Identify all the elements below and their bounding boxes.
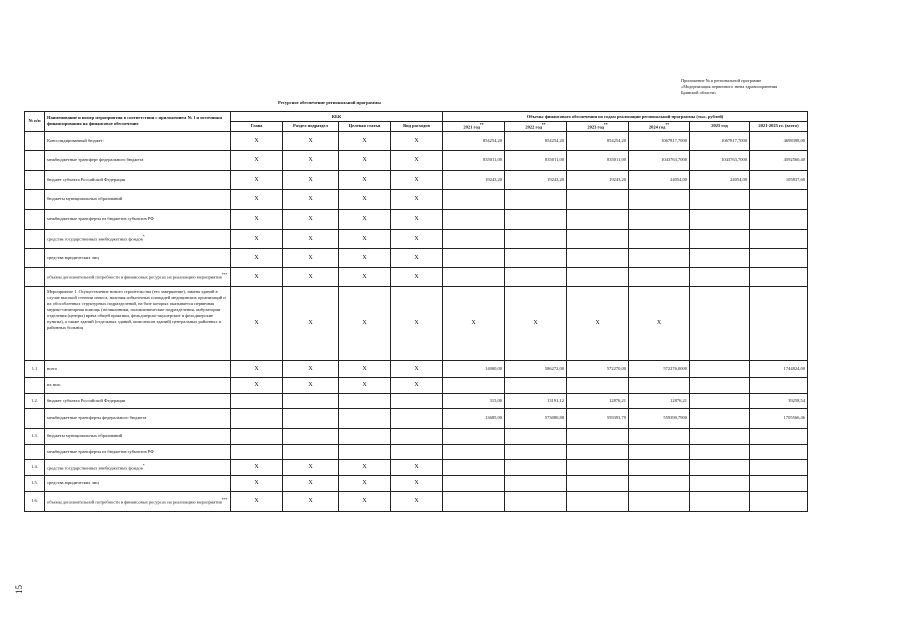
header-year-col-5 (750, 122, 808, 132)
footnote-mark: *** (221, 497, 228, 502)
kbk-cell: X (339, 170, 391, 189)
table-row (25, 286, 808, 360)
kbk-cell (283, 393, 339, 408)
amount-cell: 1043763,7000 (690, 150, 750, 170)
table-row (25, 189, 808, 209)
amount-cell (567, 444, 629, 459)
kbk-cell: X (391, 491, 443, 511)
amount-cell (443, 377, 505, 393)
amount-cell (629, 209, 690, 229)
row-source-text: межбюджетные трансферты федерального бюджета (47, 415, 147, 420)
amount-cell: X (505, 286, 567, 360)
amount-cell (567, 377, 629, 393)
kbk-cell: X (391, 475, 443, 491)
kbk-cell: X (231, 360, 283, 377)
amount-cell: 4698398,00 (750, 131, 808, 150)
kbk-cell (283, 428, 339, 444)
amount-cell (505, 475, 567, 491)
amount-cell (750, 377, 808, 393)
kbk-cell (339, 428, 391, 444)
kbk-cell (231, 428, 283, 444)
amount-cell (567, 248, 629, 267)
amount-cell (629, 444, 690, 459)
kbk-cell (391, 428, 443, 444)
header-name: Наименование и номер мероприятия в соответствии с приложением № 1 и источники финансирования на финансовое обеспечение (45, 112, 231, 132)
header-year-mark: ** (603, 123, 608, 127)
kbk-cell: X (391, 189, 443, 209)
amount-cell (690, 360, 750, 377)
amount-cell (505, 229, 567, 248)
amount-cell: 39258,54 (750, 393, 808, 408)
header-year-col-4 (690, 122, 750, 132)
kbk-cell (283, 408, 339, 428)
amount-cell (567, 475, 629, 491)
table-row (25, 360, 808, 377)
amount-cell (629, 267, 690, 286)
row-source-name (45, 286, 231, 360)
amount-cell (690, 229, 750, 248)
row-source-name (45, 267, 231, 286)
amount-cell (690, 444, 750, 459)
amount-cell (505, 189, 567, 209)
row-number (25, 170, 45, 189)
kbk-cell: X (283, 377, 339, 393)
kbk-cell: X (339, 229, 391, 248)
row-source-text: объемы дополнительной потребности в финансовых ресурсах на реализацию мероприятия (47, 499, 222, 505)
table-row (25, 150, 808, 170)
amount-cell: 24054,00 (690, 170, 750, 189)
kbk-cell: X (283, 131, 339, 150)
row-source-text: межбюджетные трансферты из бюджетов субъектов РФ (47, 216, 154, 221)
amount-cell (690, 428, 750, 444)
amount-cell: 572270,00 (567, 360, 629, 377)
amount-cell (750, 444, 808, 459)
amount-cell: 19243,20 (567, 170, 629, 189)
header-kbk-col-0: Глава (231, 122, 283, 132)
amount-cell (750, 229, 808, 248)
amount-cell (690, 189, 750, 209)
header-year-col-0 (443, 122, 505, 132)
amount-cell (505, 444, 567, 459)
kbk-cell (339, 393, 391, 408)
amount-cell: 1744824,00 (750, 360, 808, 377)
row-number (25, 267, 45, 286)
amount-cell (443, 189, 505, 209)
kbk-cell: X (339, 286, 391, 360)
table-row (25, 209, 808, 229)
amount-cell (629, 377, 690, 393)
table-row (25, 170, 808, 189)
table-row (25, 377, 808, 393)
row-source-name (45, 189, 231, 209)
amount-cell (629, 189, 690, 209)
kbk-cell: X (339, 491, 391, 511)
amount-cell (690, 408, 750, 428)
amount-cell (443, 248, 505, 267)
amount-cell (690, 248, 750, 267)
header-num: № п/п (25, 112, 45, 132)
kbk-cell: X (391, 267, 443, 286)
row-number (25, 444, 45, 459)
amount-cell: 854254,20 (443, 131, 505, 150)
amount-cell: 13191,12 (505, 393, 567, 408)
amount-cell (567, 428, 629, 444)
row-source-text: объемы дополнительной потребности в финансовых ресурсах на реализацию мероприятия (47, 274, 222, 280)
table-row (25, 131, 808, 150)
kbk-cell: X (339, 475, 391, 491)
amount-cell (443, 475, 505, 491)
kbk-cell: X (231, 209, 283, 229)
amount-cell (750, 459, 808, 475)
kbk-cell: X (339, 131, 391, 150)
kbk-cell: X (339, 377, 391, 393)
row-source-name (45, 428, 231, 444)
row-number: 1.4. (25, 459, 45, 475)
header-year-col-1 (505, 122, 567, 132)
kbk-cell: X (231, 189, 283, 209)
row-source-name (45, 131, 231, 150)
row-source-text: межбюджетные трансферты из бюджетов субъектов РФ (47, 448, 154, 454)
amount-cell (750, 286, 808, 360)
table-row (25, 408, 808, 428)
amount-cell (629, 248, 690, 267)
amount-cell (567, 209, 629, 229)
table-caption: Ресурсное обеспечение региональной программы (278, 100, 381, 105)
header-year-mark: ** (541, 123, 546, 127)
amount-cell: 572276,0000 (629, 360, 690, 377)
amount-cell (629, 229, 690, 248)
row-source-name (45, 444, 231, 459)
amount-cell: 559393,79 (567, 408, 629, 428)
amount-cell: 835011,00 (505, 150, 567, 170)
amount-cell (443, 209, 505, 229)
row-source-name (45, 209, 231, 229)
kbk-cell (283, 444, 339, 459)
row-number: 1.2. (25, 393, 45, 408)
header-year-label: 2025 год (711, 123, 728, 129)
kbk-cell: X (231, 267, 283, 286)
row-number: 1.5. (25, 475, 45, 491)
kbk-cell: X (231, 150, 283, 170)
row-source-name (45, 408, 231, 428)
amount-cell (505, 491, 567, 511)
amount-cell (690, 286, 750, 360)
amount-cell (443, 491, 505, 511)
table-row (25, 444, 808, 459)
kbk-cell: X (339, 459, 391, 475)
kbk-cell: X (231, 229, 283, 248)
amount-cell (567, 491, 629, 511)
amount-cell (505, 248, 567, 267)
footnote-mark: * (142, 463, 145, 468)
amount-cell (750, 475, 808, 491)
amount-cell: 835011,00 (443, 150, 505, 170)
header-year-label: 2022 год (525, 124, 542, 130)
kbk-cell: X (339, 267, 391, 286)
kbk-cell (339, 408, 391, 428)
amount-cell (505, 428, 567, 444)
amount-cell (443, 444, 505, 459)
amount-cell (750, 248, 808, 267)
row-number (25, 209, 45, 229)
kbk-cell: X (339, 150, 391, 170)
kbk-cell (391, 408, 443, 428)
amount-cell (629, 428, 690, 444)
appendix-note (681, 78, 831, 96)
amount-cell (690, 377, 750, 393)
kbk-cell: X (391, 459, 443, 475)
row-source-text: Консолидированный бюджет: (47, 137, 104, 143)
kbk-cell: X (283, 248, 339, 267)
header-kbk: КБК (231, 112, 443, 122)
row-source-name (45, 150, 231, 170)
row-source-text: средства юридических лиц (47, 480, 99, 485)
row-number: 1.6. (25, 491, 45, 511)
kbk-cell: X (283, 170, 339, 189)
amount-cell (690, 459, 750, 475)
table-row (25, 393, 808, 408)
kbk-cell: X (283, 286, 339, 360)
row-source-name (45, 491, 231, 511)
kbk-cell: X (339, 360, 391, 377)
page-number: 15 (14, 585, 24, 594)
kbk-cell: X (283, 150, 339, 170)
row-number (25, 229, 45, 248)
amount-cell: 586272,00 (505, 360, 567, 377)
row-source-text: их них: (47, 382, 62, 387)
amount-cell (690, 209, 750, 229)
amount-cell: 573080,88 (505, 408, 567, 428)
header-year-mark: ** (479, 123, 484, 127)
kbk-cell: X (231, 248, 283, 267)
appendix-line-3: Брянской области» (681, 90, 717, 95)
kbk-cell: X (283, 360, 339, 377)
amount-cell (567, 459, 629, 475)
amount-cell (567, 229, 629, 248)
row-source-name (45, 475, 231, 491)
row-source-text: бюджет субъекта Российской Федерации (47, 397, 126, 403)
table-row (25, 475, 808, 491)
row-source-name (45, 377, 231, 393)
kbk-cell: X (283, 229, 339, 248)
row-source-name (45, 459, 231, 475)
amount-cell: 12876,21 (567, 393, 629, 408)
amount-cell: 105837,60 (750, 170, 808, 189)
row-source-name (45, 393, 231, 408)
amount-cell (629, 459, 690, 475)
table-row (25, 428, 808, 444)
row-number: 1.3. (25, 428, 45, 444)
footnote-mark: * (142, 235, 145, 240)
amount-cell (443, 229, 505, 248)
amount-cell: 315,00 (443, 393, 505, 408)
appendix-line-2: «Модернизация первичного звена здравоохранения (681, 84, 778, 89)
row-number (25, 286, 45, 360)
kbk-cell: X (283, 491, 339, 511)
amount-cell (750, 267, 808, 286)
kbk-cell (339, 444, 391, 459)
row-source-text: межбюджетные трансферт федерального бюджета (47, 157, 144, 162)
amount-cell: X (567, 286, 629, 360)
header-year-mark: ** (665, 123, 670, 127)
amount-cell (505, 209, 567, 229)
amount-cell (567, 189, 629, 209)
amount-cell (505, 377, 567, 393)
amount-cell: 1067817,7000 (629, 131, 690, 150)
kbk-cell: X (231, 286, 283, 360)
amount-cell (750, 491, 808, 511)
table-row (25, 459, 808, 475)
kbk-cell (231, 444, 283, 459)
kbk-cell: X (391, 286, 443, 360)
kbk-cell: X (391, 377, 443, 393)
header-year-label: 2021-2025 гг. (всего) (758, 123, 799, 129)
header-year-label: 2023 год (587, 124, 604, 130)
amount-cell (505, 267, 567, 286)
amount-cell (690, 393, 750, 408)
table-row (25, 491, 808, 511)
row-source-text: бюджеты муниципальных образований (47, 433, 123, 438)
amount-cell (750, 189, 808, 209)
row-source-text: бюджет субъекта Российской Федерации (47, 176, 126, 182)
row-source-text: всего (47, 365, 58, 371)
kbk-cell: X (231, 459, 283, 475)
amount-cell: 854254,20 (505, 131, 567, 150)
amount-cell: 854254,20 (567, 131, 629, 150)
amount-cell (690, 267, 750, 286)
amount-cell (567, 267, 629, 286)
amount-cell (690, 475, 750, 491)
header-kbk-col-2: Целевая статья (339, 122, 391, 132)
amount-cell (443, 459, 505, 475)
row-number: 1.1 (25, 360, 45, 377)
kbk-cell: X (283, 267, 339, 286)
amount-cell (443, 428, 505, 444)
header-kbk-col-1: Раздел подраздел (283, 122, 339, 132)
amount-cell: 1705566,46 (750, 408, 808, 428)
kbk-cell: X (391, 131, 443, 150)
kbk-cell: X (391, 170, 443, 189)
kbk-cell: X (231, 377, 283, 393)
kbk-cell: X (283, 189, 339, 209)
kbk-cell: X (391, 360, 443, 377)
row-number (25, 408, 45, 428)
kbk-cell: X (391, 248, 443, 267)
kbk-cell (231, 408, 283, 428)
row-number (25, 150, 45, 170)
amount-cell: 559399,7900 (629, 408, 690, 428)
amount-cell: 24054,00 (629, 170, 690, 189)
header-kbk-col-3: Вид расходов (391, 122, 443, 132)
row-source-name (45, 229, 231, 248)
amount-cell: 14000,00 (443, 360, 505, 377)
kbk-cell: X (283, 209, 339, 229)
amount-cell (629, 475, 690, 491)
table-body (25, 131, 808, 511)
row-source-name (45, 248, 231, 267)
resource-table (24, 111, 808, 512)
row-number (25, 248, 45, 267)
amount-cell (750, 428, 808, 444)
amount-cell (629, 491, 690, 511)
kbk-cell: X (231, 491, 283, 511)
amount-cell: 13685,00 (443, 408, 505, 428)
footnote-mark: *** (221, 273, 228, 278)
kbk-cell (231, 393, 283, 408)
row-source-text: Мероприятие 1. Осуществление нового строительства (его завершение), замена зданий в случае высокой степени износа, наличия избыточных площадей медицинских организаций и их обособленных структурных подразделений, на базе которых оказывается первичная медико-санитарная помощь (поликлиники, поликлинические подразделения, амбулатории отделения (центры) врача общей практики, фельдшерско-акушерские и фельдшерские пункты), а также зданий (отдельных зданий, комплексов зданий) центральных районных и районных больниц (47, 288, 226, 330)
kbk-cell: X (339, 209, 391, 229)
amount-cell: 19243,20 (505, 170, 567, 189)
kbk-cell: X (339, 248, 391, 267)
kbk-cell (391, 444, 443, 459)
kbk-cell: X (231, 131, 283, 150)
table-row (25, 229, 808, 248)
amount-cell (750, 209, 808, 229)
header-year-col-2 (567, 122, 629, 132)
row-source-name (45, 360, 231, 377)
row-number (25, 131, 45, 150)
kbk-cell: X (391, 229, 443, 248)
amount-cell: 1043763,7000 (629, 150, 690, 170)
kbk-cell: X (391, 209, 443, 229)
header-year-label: 2024 год (648, 124, 666, 130)
amount-cell: 1067817,7000 (690, 131, 750, 150)
amount-cell: 4592560,40 (750, 150, 808, 170)
row-source-text: средства юридических лиц (47, 254, 99, 260)
row-source-text: средства государственных внебюджетных фондов (47, 236, 143, 242)
kbk-cell: X (231, 170, 283, 189)
amount-cell: 12876,21 (629, 393, 690, 408)
amount-cell (690, 491, 750, 511)
table-row (25, 267, 808, 286)
amount-cell: 19243,20 (443, 170, 505, 189)
amount-cell (505, 459, 567, 475)
kbk-cell: X (339, 189, 391, 209)
amount-cell: X (443, 286, 505, 360)
row-number (25, 189, 45, 209)
row-source-text: средства государственных внебюджетных фондов (47, 465, 143, 471)
amount-cell: X (629, 286, 690, 360)
row-number (25, 377, 45, 393)
kbk-cell: X (283, 475, 339, 491)
row-source-text: бюджеты муниципальных образований (47, 196, 123, 201)
table-row (25, 248, 808, 267)
amount-cell (443, 267, 505, 286)
kbk-cell: X (391, 150, 443, 170)
header-year-col-3 (629, 122, 690, 132)
row-source-name (45, 170, 231, 189)
kbk-cell (391, 393, 443, 408)
kbk-cell: X (231, 475, 283, 491)
appendix-line-1: Приложение № к региональной программе (681, 78, 762, 83)
header-year-label: 2021 год (463, 124, 480, 130)
amount-cell: 835011,00 (567, 150, 629, 170)
header-volume: Объемы финансового обеспечения по годам реализации региональной программы (тыс. рублей) (443, 112, 808, 122)
kbk-cell: X (283, 459, 339, 475)
